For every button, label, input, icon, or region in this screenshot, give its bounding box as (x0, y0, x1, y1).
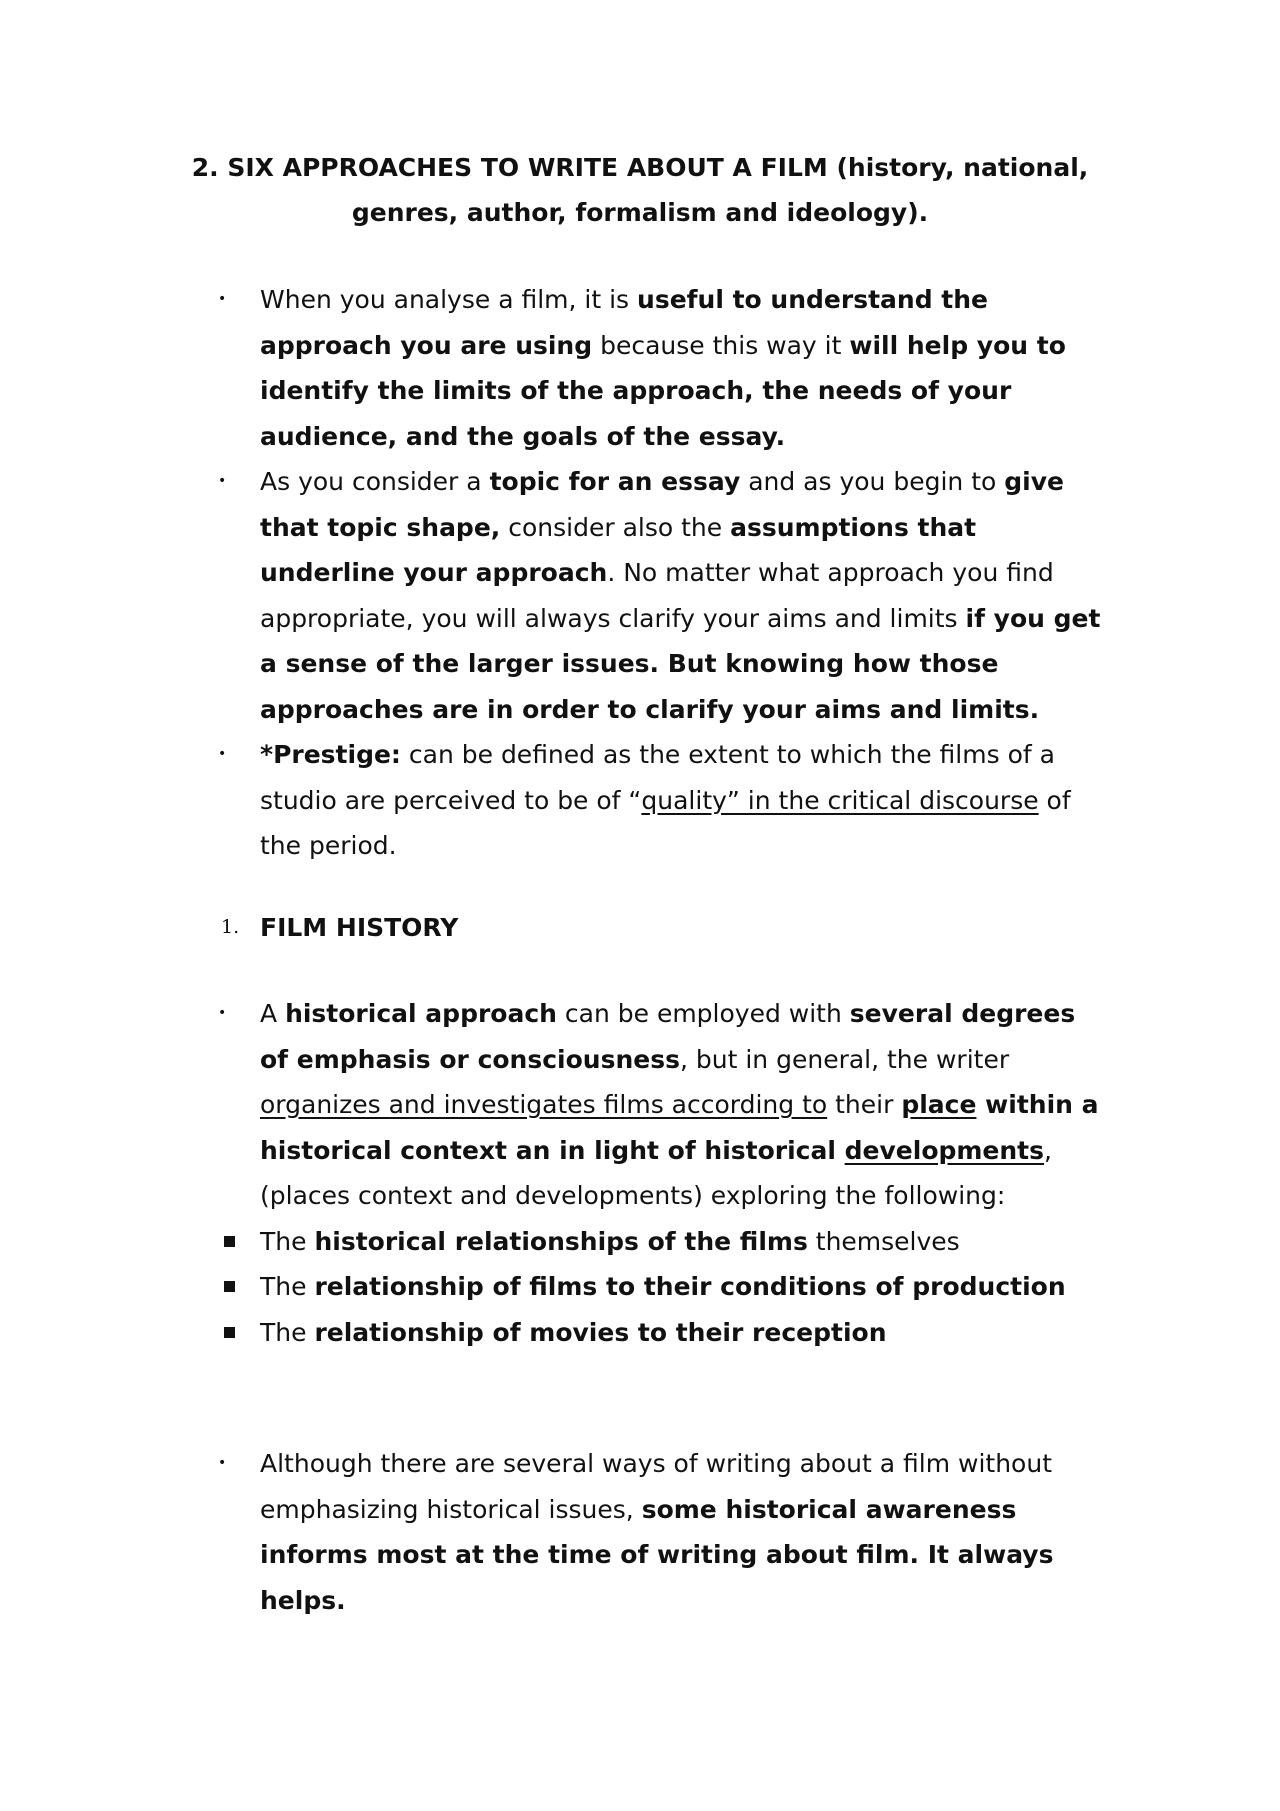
text-segment: can be employed with (556, 999, 850, 1028)
text-segment: relationship of films to their conditions of production (314, 1272, 1066, 1301)
text-segment: their (827, 1090, 902, 1119)
square-bullet-icon (224, 1236, 235, 1247)
text-segment: will help you to identify the limits of the approach, the needs of your audience, and the goals of the essay. (260, 330, 1066, 451)
text-segment: quality” in the critical discourse (641, 785, 1039, 815)
square-bullet-item (0, 1310, 1280, 1356)
text-segment: developments (844, 1135, 1045, 1165)
intro-bullet-list (0, 277, 1280, 869)
text-segment: relationship of movies to their reception (314, 1317, 887, 1347)
bullet-text (260, 740, 1071, 860)
bullet-text (260, 467, 1100, 724)
text-segment: A (260, 999, 286, 1028)
section-heading (0, 905, 1280, 951)
text-segment: and as you begin to (740, 467, 1005, 496)
square-bullet-icon (224, 1281, 235, 1292)
section-heading-row (0, 905, 1280, 951)
bullet-text (260, 1449, 1053, 1615)
text-segment: The (260, 1272, 315, 1301)
text-segment: because this way it (592, 330, 850, 360)
title-line-1: 2. SIX APPROACHES TO WRITE ABOUT A FILM (history, national, (191, 153, 1089, 182)
bullet-dot-icon: • (218, 746, 227, 762)
text-segment: The (260, 1226, 315, 1256)
bullet-item (0, 991, 1280, 1219)
bullet-text (260, 999, 1099, 1210)
bullet-dot-icon: • (218, 1005, 227, 1021)
text-segment: several degrees of emphasis or consciousness (260, 999, 1076, 1074)
bullet-item (0, 277, 1280, 459)
text-segment: some historical awareness informs most at the time of writing about film. It always helps. (260, 1494, 1054, 1615)
text-segment: , (places context and developments) exploring the following: (260, 1135, 1052, 1210)
section-number: 1. (221, 916, 240, 938)
text-segment: of the period. (260, 785, 1071, 860)
text-segment: consider also the (500, 512, 731, 542)
title-line-2: genres, author, formalism and ideology). (351, 198, 929, 227)
document-title (130, 145, 1150, 235)
text-segment: give that topic shape, (260, 467, 1064, 542)
text-segment: , but in general, the writer (680, 1044, 1010, 1074)
bullet-dot-icon: • (218, 291, 227, 307)
closing-bullet-list (0, 1441, 1280, 1623)
text-segment: *Prestige: (260, 740, 401, 769)
text-segment: can be defined as the extent to which the films of a studio are perceived to be of “ (260, 740, 1055, 815)
square-bullet-text (260, 1318, 887, 1347)
text-segment: within a historical context an in light of historical (260, 1090, 1099, 1165)
bullet-dot-icon: • (218, 473, 227, 489)
text-segment: . No matter what approach you find appropriate, you will always clarify your aims and limits (260, 558, 1054, 633)
text-segment: As you consider a (260, 467, 490, 496)
bullet-dot-icon: • (218, 1455, 227, 1471)
square-bullet-item (0, 1264, 1280, 1310)
square-bullet-icon (224, 1327, 235, 1338)
square-bullet-item (0, 1219, 1280, 1265)
text-segment: useful to understand the approach you are using (260, 285, 989, 360)
text-segment: if you get a sense of the larger issues. But knowing how those approaches are in order to clarify your aims and limits. (260, 603, 1101, 724)
bullet-item (0, 459, 1280, 732)
history-bullet-list (0, 991, 1280, 1355)
square-bullet-text (260, 1227, 960, 1256)
text-segment: assumptions that underline your approach (260, 512, 977, 587)
bullet-item (0, 732, 1280, 869)
text-segment: themselves (807, 1226, 960, 1256)
section-heading-text: FILM HISTORY (260, 913, 459, 942)
text-segment: organizes and investigates films according to (260, 1090, 828, 1119)
text-segment: place (901, 1090, 977, 1119)
text-segment: The (260, 1317, 315, 1347)
text-segment: Although there are several ways of writing about a film without emphasizing historical issues, (260, 1449, 1053, 1524)
text-segment: historical relationships of the films (314, 1226, 808, 1256)
bullet-item (0, 1441, 1280, 1623)
text-segment: historical approach (285, 999, 557, 1028)
text-segment: When you analyse a film, it is (260, 285, 638, 314)
text-segment: topic for an essay (489, 467, 741, 496)
bullet-text (260, 285, 1066, 451)
square-bullet-text (260, 1272, 1066, 1301)
